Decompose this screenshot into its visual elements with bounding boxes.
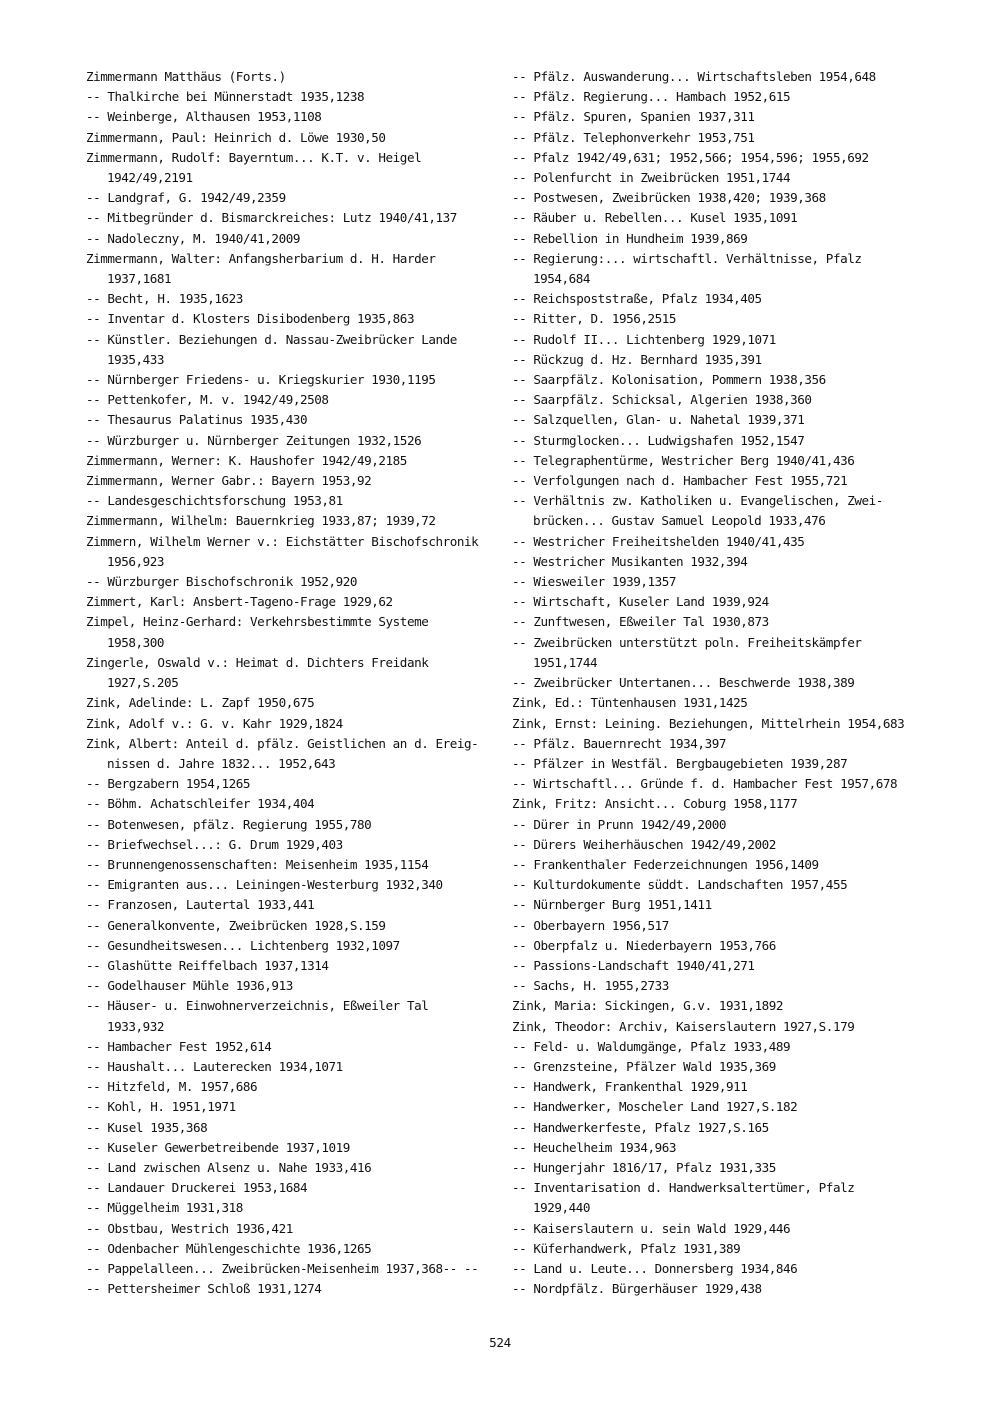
entry-text: -- Landauer Druckerei 1953,1684: [86, 1180, 308, 1196]
entry-text: -- Oberbayern 1956,517: [512, 917, 669, 933]
entry-text: -- Thalkirche bei Münnerstadt 1935,1238: [86, 89, 365, 105]
index-entry: [512, 572, 932, 592]
index-entry: [512, 895, 932, 915]
entry-text: -- Rückzug d. Hz. Bernhard 1935,391: [512, 351, 762, 367]
index-entry: [86, 916, 496, 936]
entry-text: -- Weinberge, Althausen 1953,1108: [86, 109, 322, 125]
index-entry: [86, 370, 496, 390]
index-entry: [512, 1057, 932, 1077]
entry-text: Zink, Albert: Anteil d. pfälz. Geistlichen an d. Ereig-: [86, 735, 479, 751]
entry-text: -- Saarpfälz. Kolonisation, Pommern 1938,356: [512, 372, 826, 388]
index-entry: [512, 148, 932, 168]
index-entry: [512, 855, 932, 875]
entry-text: -- Böhm. Achatschleifer 1934,404: [86, 796, 315, 812]
entry-text: -- Würzburger Bischofschronik 1952,920: [86, 574, 358, 590]
page-number: 524: [489, 1335, 511, 1350]
index-entry: [86, 956, 496, 976]
index-entry: [512, 976, 932, 996]
index-entry: [512, 410, 932, 430]
index-entry: [86, 249, 496, 289]
entry-text: -- Westricher Freiheitshelden 1940/41,435: [512, 533, 805, 549]
entry-continuation: 1927,S.205: [107, 675, 179, 691]
entry-text: -- Bergzabern 1954,1265: [86, 776, 251, 792]
right-column: [512, 67, 932, 1299]
index-entry: [86, 390, 496, 410]
entry-text: -- Pettersheimer Schloß 1931,1274: [86, 1281, 322, 1297]
entry-text: -- Pfälz. Bauernrecht 1934,397: [512, 735, 726, 751]
entry-text: -- Handwerker, Moscheler Land 1927,S.182: [512, 1099, 798, 1115]
index-entry: [86, 229, 496, 249]
index-entry: [86, 612, 496, 652]
entry-text: -- Wirtschaft, Kuseler Land 1939,924: [512, 594, 769, 610]
index-entry: [512, 754, 932, 774]
index-entry: [86, 936, 496, 956]
entry-text: -- Kulturdokumente süddt. Landschaften 1957,455: [512, 877, 848, 893]
entry-text: -- Inventarisation d. Handwerksaltertümer, Pfalz: [512, 1180, 855, 1196]
entry-text: -- Feld- u. Waldumgänge, Pfalz 1933,489: [512, 1038, 791, 1054]
index-entry: [512, 491, 932, 531]
entry-text: Zimmermann, Rudolf: Bayerntum... K.T. v. Heigel: [86, 149, 422, 165]
entry-text: -- Pappelalleen... Zweibrücken-Meisenheim 1937,368-- --: [86, 1260, 479, 1276]
entry-text: -- Regierung:... wirtschaftl. Verhältnisse, Pfalz: [512, 250, 862, 266]
index-entry: [86, 1037, 496, 1057]
index-entry: [86, 1178, 496, 1198]
entry-continuation: nissen d. Jahre 1832... 1952,643: [107, 755, 336, 771]
index-entry: [86, 794, 496, 814]
entry-text: -- Becht, H. 1935,1623: [86, 291, 243, 307]
index-entry: [86, 1097, 496, 1117]
entry-text: -- Postwesen, Zweibrücken 1938,420; 1939,368: [512, 190, 826, 206]
entry-continuation: 1933,932: [107, 1018, 165, 1034]
index-entry: [512, 734, 932, 754]
index-entry: [512, 309, 932, 329]
index-entry: [512, 1097, 932, 1117]
entry-text: Zimmern, Wilhelm Werner v.: Eichstätter Bischofschronik: [86, 533, 479, 549]
index-entry: [512, 67, 932, 87]
index-entry: [512, 936, 932, 956]
entry-text: -- Pfälz. Spuren, Spanien 1937,311: [512, 109, 755, 125]
entry-text: -- Pfälz. Regierung... Hambach 1952,615: [512, 89, 791, 105]
entry-continuation: 1929,440: [533, 1200, 591, 1216]
index-entry: [512, 370, 932, 390]
entry-text: -- Thesaurus Palatinus 1935,430: [86, 412, 308, 428]
entry-text: -- Dürer in Prunn 1942/49,2000: [512, 816, 726, 832]
index-entry: [86, 532, 496, 572]
index-entry: [512, 249, 932, 289]
entry-text: -- Telegraphentürme, Westricher Berg 1940/41,436: [512, 452, 855, 468]
entry-text: -- Heuchelheim 1934,963: [512, 1139, 677, 1155]
index-entry: [86, 410, 496, 430]
entry-text: -- Pfälz. Auswanderung... Wirtschaftsleben 1954,648: [512, 69, 876, 84]
index-entry: [512, 431, 932, 451]
index-entry: [512, 1178, 932, 1218]
entry-text: -- Rudolf II... Lichtenberg 1929,1071: [512, 331, 776, 347]
entry-text: -- Pfalz 1942/49,631; 1952,566; 1954,596; 1955,692: [512, 149, 869, 165]
index-entry: [512, 592, 932, 612]
entry-text: -- Künstler. Beziehungen d. Nassau-Zweibrücker Lande: [86, 331, 457, 347]
entry-text: -- Oberpfalz u. Niederbayern 1953,766: [512, 937, 776, 953]
index-entry: [512, 693, 932, 713]
index-entry: [512, 1118, 932, 1138]
entry-text: -- Odenbacher Mühlengeschichte 1936,1265: [86, 1240, 372, 1256]
index-entry: [86, 330, 496, 370]
index-entry: [86, 855, 496, 875]
index-entry: [86, 1158, 496, 1178]
index-entry: [86, 835, 496, 855]
index-entry: [86, 976, 496, 996]
index-entry: [86, 1118, 496, 1138]
entry-text: -- Haushalt... Lauterecken 1934,1071: [86, 1058, 343, 1074]
entry-text: -- Glashütte Reiffelbach 1937,1314: [86, 957, 329, 973]
index-entry: [512, 350, 932, 370]
index-entry: [512, 1158, 932, 1178]
entry-text: -- Emigranten aus... Leiningen-Westerburg 1932,340: [86, 877, 443, 893]
entry-continuation: 1937,1681: [107, 271, 172, 287]
index-entry: [86, 1279, 496, 1299]
index-entry: [512, 451, 932, 471]
entry-text: -- Botenwesen, pfälz. Regierung 1955,780: [86, 816, 372, 832]
entry-text: Zink, Theodor: Archiv, Kaiserslautern 1927,S.179: [512, 1018, 855, 1034]
entry-text: -- Hitzfeld, M. 1957,686: [86, 1079, 258, 1095]
entry-text: -- Küferhandwerk, Pfalz 1931,389: [512, 1240, 741, 1256]
index-entry: [86, 208, 496, 228]
index-entry: [512, 996, 932, 1016]
entry-text: -- Zunftwesen, Eßweiler Tal 1930,873: [512, 614, 769, 630]
entry-text: -- Inventar d. Klosters Disibodenberg 1935,863: [86, 311, 415, 327]
index-entry: [512, 1239, 932, 1259]
index-entry: [512, 916, 932, 936]
index-entry: [86, 491, 496, 511]
entry-text: Zingerle, Oswald v.: Heimat d. Dichters Freidank: [86, 654, 429, 670]
index-entry: [86, 471, 496, 491]
index-entry: [512, 714, 932, 734]
index-entry: [86, 87, 496, 107]
index-entry: [86, 693, 496, 713]
entry-text: -- Pfälzer in Westfäl. Bergbaugebieten 1939,287: [512, 755, 848, 771]
index-entry: [512, 875, 932, 895]
index-entry: [86, 774, 496, 794]
entry-text: -- Handwerk, Frankenthal 1929,911: [512, 1079, 748, 1095]
index-entry: [512, 87, 932, 107]
entry-text: -- Polenfurcht in Zweibrücken 1951,1744: [512, 170, 791, 186]
index-entry: [86, 309, 496, 329]
index-entry: [512, 1077, 932, 1097]
entry-text: -- Sturmglocken... Ludwigshafen 1952,1547: [512, 432, 805, 448]
entry-text: -- Land zwischen Alsenz u. Nahe 1933,416: [86, 1159, 372, 1175]
entry-text: -- Müggelheim 1931,318: [86, 1200, 243, 1216]
index-entry: [512, 1219, 932, 1239]
index-entry: [512, 168, 932, 188]
entry-text: -- Landesgeschichtsforschung 1953,81: [86, 493, 343, 509]
index-entry: [512, 612, 932, 632]
entry-text: -- Pettenkofer, M. v. 1942/49,2508: [86, 392, 329, 408]
entry-text: -- Nürnberger Friedens- u. Kriegskurier 1930,1195: [86, 372, 436, 388]
entry-text: -- Passions-Landschaft 1940/41,271: [512, 957, 755, 973]
entry-text: Zimmermann, Walter: Anfangsherbarium d. H. Harder: [86, 250, 436, 266]
entry-text: -- Nürnberger Burg 1951,1411: [512, 897, 712, 913]
entry-text: -- Verfolgungen nach d. Hambacher Fest 1955,721: [512, 473, 848, 489]
index-entry: [86, 592, 496, 612]
entry-text: -- Godelhauser Mühle 1936,913: [86, 978, 293, 994]
index-entry: [86, 875, 496, 895]
entry-text: -- Frankenthaler Federzeichnungen 1956,1409: [512, 856, 819, 872]
entry-text: Zink, Adelinde: L. Zapf 1950,675: [86, 695, 315, 711]
index-entry: [86, 188, 496, 208]
index-entry: [512, 1138, 932, 1158]
entry-text: -- Rebellion in Hundheim 1939,869: [512, 230, 748, 246]
entry-text: -- Pfälz. Telephonverkehr 1953,751: [512, 129, 755, 145]
entry-text: -- Grenzsteine, Pfälzer Wald 1935,369: [512, 1058, 776, 1074]
index-entry: [512, 188, 932, 208]
entry-text: -- Wiesweiler 1939,1357: [512, 574, 677, 590]
entry-text: -- Brunnengenossenschaften: Meisenheim 1935,1154: [86, 856, 429, 872]
index-entry: [512, 390, 932, 410]
entry-text: Zimmermann, Wilhelm: Bauernkrieg 1933,87; 1939,72: [86, 513, 436, 529]
entry-text: -- Nordpfälz. Bürgerhäuser 1929,438: [512, 1281, 762, 1297]
entry-continuation: 1956,923: [107, 553, 165, 569]
index-entry: [512, 835, 932, 855]
entry-text: Zimmermann, Werner Gabr.: Bayern 1953,92: [86, 473, 372, 489]
index-entry: [86, 1077, 496, 1097]
index-entry: [512, 673, 932, 693]
index-entry: [512, 107, 932, 127]
entry-text: -- Wirtschaftl... Gründe f. d. Hambacher Fest 1957,678: [512, 776, 898, 792]
entry-text: Zimmermann, Werner: K. Haushofer 1942/49,2185: [86, 452, 407, 468]
entry-text: Zimpel, Heinz-Gerhard: Verkehrsbestimmte Systeme: [86, 614, 429, 630]
entry-text: -- Häuser- u. Einwohnerverzeichnis, Eßweiler Tal: [86, 998, 429, 1014]
index-entry: [86, 128, 496, 148]
entry-text: -- Westricher Musikanten 1932,394: [512, 553, 748, 569]
entry-text: -- Generalkonvente, Zweibrücken 1928,S.159: [86, 917, 386, 933]
left-column: [86, 67, 496, 1299]
index-entry: [86, 431, 496, 451]
index-entry: [512, 552, 932, 572]
index-entry: [86, 1057, 496, 1077]
entry-continuation: 1942/49,2191: [107, 170, 193, 186]
index-entry: [86, 815, 496, 835]
entry-text: -- Kusel 1935,368: [86, 1119, 208, 1135]
index-entry: [512, 128, 932, 148]
entry-text: Zink, Fritz: Ansicht... Coburg 1958,1177: [512, 796, 798, 812]
index-entry: [86, 1239, 496, 1259]
entry-text: -- Briefwechsel...: G. Drum 1929,403: [86, 836, 343, 852]
index-entry: [512, 208, 932, 228]
entry-continuation: 1954,684: [533, 271, 591, 287]
entry-text: Zink, Ernst: Leining. Beziehungen, Mittelrhein 1954,683: [512, 715, 905, 731]
entry-text: Zink, Adolf v.: G. v. Kahr 1929,1824: [86, 715, 343, 731]
entry-text: -- Mitbegründer d. Bismarckreiches: Lutz 1940/41,137: [86, 210, 457, 226]
entry-text: Zink, Maria: Sickingen, G.v. 1931,1892: [512, 998, 784, 1014]
index-entry: [512, 1259, 932, 1279]
index-entry: [86, 1198, 496, 1218]
entry-text: -- Salzquellen, Glan- u. Nahetal 1939,371: [512, 412, 805, 428]
entry-text: -- Hungerjahr 1816/17, Pfalz 1931,335: [512, 1159, 776, 1175]
index-entry: [512, 956, 932, 976]
index-entry: [512, 471, 932, 491]
entry-text: -- Zweibrücker Untertanen... Beschwerde 1938,389: [512, 675, 855, 691]
index-entry: [512, 1279, 932, 1299]
index-entry: [86, 1219, 496, 1239]
entry-continuation: 1935,433: [107, 351, 165, 367]
index-entry: [86, 107, 496, 127]
index-entry: [512, 1017, 932, 1037]
entry-text: -- Verhältnis zw. Katholiken u. Evangelischen, Zwei-: [512, 493, 883, 509]
index-entry: [86, 1259, 496, 1279]
entry-text: -- Handwerkerfeste, Pfalz 1927,S.165: [512, 1119, 769, 1135]
entry-text: -- Obstbau, Westrich 1936,421: [86, 1220, 293, 1236]
entry-text: -- Sachs, H. 1955,2733: [512, 978, 669, 994]
index-entry: [512, 774, 932, 794]
index-entry: [86, 996, 496, 1036]
index-entry: [512, 289, 932, 309]
index-entry: [512, 633, 932, 673]
entry-text: -- Land u. Leute... Donnersberg 1934,846: [512, 1260, 798, 1276]
index-entry: [512, 794, 932, 814]
entry-text: Zink, Ed.: Tüntenhausen 1931,1425: [512, 695, 748, 711]
index-entry: [512, 330, 932, 350]
entry-text: -- Saarpfälz. Schicksal, Algerien 1938,360: [512, 392, 812, 408]
entry-text: -- Kuseler Gewerbetreibende 1937,1019: [86, 1139, 350, 1155]
index-entry: [86, 148, 496, 188]
entry-text: -- Reichspoststraße, Pfalz 1934,405: [512, 291, 762, 307]
index-entry: [512, 532, 932, 552]
entry-text: -- Kaiserslautern u. sein Wald 1929,446: [512, 1220, 791, 1236]
entry-text: -- Nadoleczny, M. 1940/41,2009: [86, 230, 300, 246]
index-entry: [86, 67, 496, 87]
entry-text: -- Räuber u. Rebellen... Kusel 1935,1091: [512, 210, 798, 226]
index-entry: [86, 1138, 496, 1158]
index-entry: [86, 289, 496, 309]
entry-text: -- Würzburger u. Nürnberger Zeitungen 1932,1526: [86, 432, 422, 448]
entry-text: -- Franzosen, Lautertal 1933,441: [86, 897, 315, 913]
index-entry: [86, 451, 496, 471]
entry-text: -- Zweibrücken unterstützt poln. Freiheitskämpfer: [512, 634, 862, 650]
entry-text: Zimmert, Karl: Ansbert-Tageno-Frage 1929,62: [86, 594, 393, 610]
entry-continuation: 1958,300: [107, 634, 165, 650]
entry-text: -- Gesundheitswesen... Lichtenberg 1932,1097: [86, 937, 400, 953]
entry-continuation: 1951,1744: [533, 654, 598, 670]
entry-text: Zimmermann, Paul: Heinrich d. Löwe 1930,50: [86, 129, 386, 145]
index-entry: [512, 229, 932, 249]
entry-text: -- Hambacher Fest 1952,614: [86, 1038, 272, 1054]
entry-text: -- Dürers Weiherhäuschen 1942/49,2002: [512, 836, 776, 852]
index-entry: [86, 714, 496, 734]
index-entry: [86, 511, 496, 531]
entry-text: -- Landgraf, G. 1942/49,2359: [86, 190, 286, 206]
index-entry: [86, 572, 496, 592]
index-entry: [512, 1037, 932, 1057]
entry-text: -- Ritter, D. 1956,2515: [512, 311, 677, 327]
index-entry: [512, 815, 932, 835]
entry-continuation: brücken... Gustav Samuel Leopold 1933,476: [533, 513, 826, 529]
entry-text: Zimmermann Matthäus (Forts.): [86, 69, 286, 84]
index-entry: [86, 734, 496, 774]
entry-text: -- Kohl, H. 1951,1971: [86, 1099, 236, 1115]
index-entry: [86, 895, 496, 915]
index-entry: [86, 653, 496, 693]
